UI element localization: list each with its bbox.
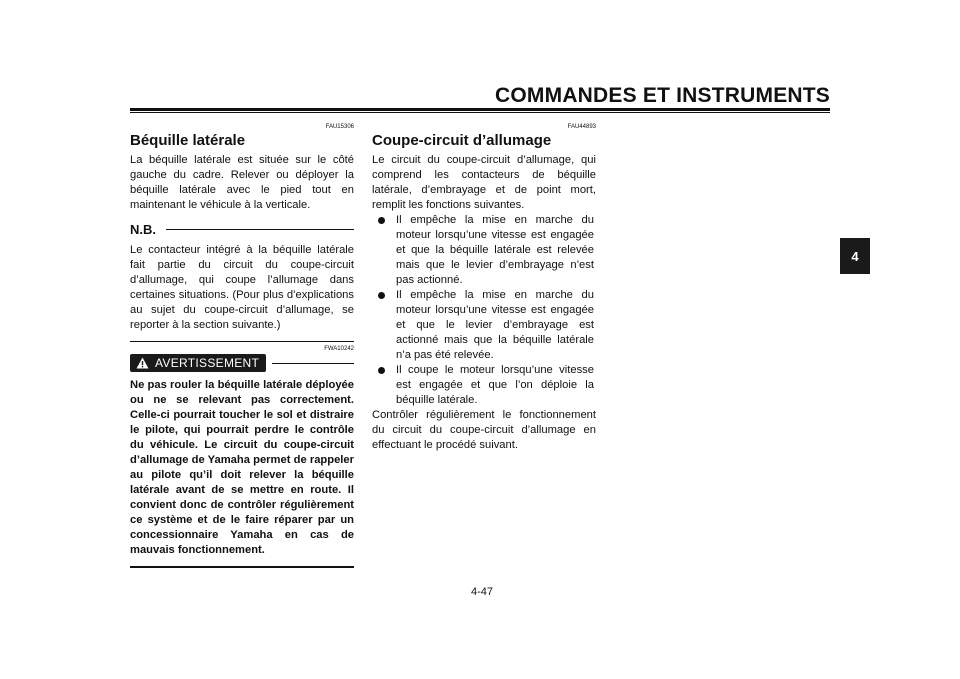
list-item-text: Il empêche la mise en marche du moteur lorsqu’une vitesse est engagée et que la béquille latérale est relevée mais que le levier d’embrayage n’est pas actionné.	[396, 214, 594, 286]
note-end-rule	[130, 341, 354, 342]
list-item	[372, 213, 596, 288]
list-item	[372, 288, 596, 363]
left-column	[130, 124, 354, 568]
section-heading-cutoff: Coupe-circuit d’allumage	[372, 132, 552, 149]
warning-end-rule	[130, 566, 354, 568]
bullet-icon	[378, 292, 385, 299]
warning-triangle-icon	[136, 357, 149, 369]
page-number: 4-47	[470, 586, 494, 598]
note-label: N.B.	[130, 222, 156, 237]
page-header-title: COMMANDES ET INSTRUMENTS	[495, 84, 830, 107]
header-rule-thin	[130, 112, 830, 113]
warning-rule	[272, 363, 354, 364]
sidestand-intro: La béquille latérale est située sur le côté gauche du cadre. Relever ou déployer la béquille latérale avec le pied tout en maintenant le véhicule à la verticale.	[130, 154, 354, 211]
section-heading-sidestand: Béquille latérale	[130, 132, 246, 149]
section-code: FAU15306	[325, 124, 354, 130]
note-text: Le contacteur intégré à la béquille latérale fait partie du circuit du coupe-circuit d’allumage, qui coupe l’allumage dans certaines situations. (Pour plus d’explications au sujet du coupe-circuit d’allumage, se reporter à la section suivante.)	[130, 244, 354, 331]
list-item-text: Il empêche la mise en marche du moteur lorsqu’une vitesse est engagée et que le levier d’embrayage est actionné mais que la béquille latérale n’a pas été relevée.	[396, 289, 594, 361]
warning-text: Ne pas rouler la béquille latérale déployée ou ne se relevant pas correctement. Celle-ci pourrait toucher le sol et distraire le pilote, qui pourrait perdre le contrôle du véhicule. Le circuit du coupe-circuit d’allumage de Yamaha permet de rappeler au pilote qu’il doit relever la béquille latérale avant de se mettre en route. Il convient donc de contrôler régulièrement ce système et de le faire réparer par un concessionnaire Yamaha en cas de mauvais fonctionnement.	[130, 379, 354, 556]
warning-header	[130, 354, 354, 372]
warning-label: AVERTISSEMENT	[155, 356, 260, 370]
list-item-text: Il coupe le moteur lorsqu’une vitesse est engagée et que l’on déploie la béquille latérale.	[396, 364, 594, 406]
list-item	[372, 363, 596, 408]
note-rule	[166, 229, 354, 230]
chapter-tab: 4	[840, 238, 870, 274]
right-column	[372, 124, 596, 453]
note-header	[130, 222, 354, 237]
warning-badge	[130, 354, 266, 372]
header-rule	[130, 108, 830, 111]
section-code: FAU44893	[567, 124, 596, 130]
cutoff-intro: Le circuit du coupe-circuit d’allumage, qui comprend les contacteurs de béquille latérale, d’embrayage et de point mort, remplit les fonctions suivantes.	[372, 154, 596, 211]
bullet-icon	[378, 367, 385, 374]
bullet-icon	[378, 217, 385, 224]
cutoff-bullet-list	[372, 213, 596, 408]
warning-code: FWA10242	[324, 346, 354, 352]
cutoff-outro: Contrôler régulièrement le fonctionnement du circuit du coupe-circuit d’allumage en effectuant le procédé suivant.	[372, 409, 596, 451]
